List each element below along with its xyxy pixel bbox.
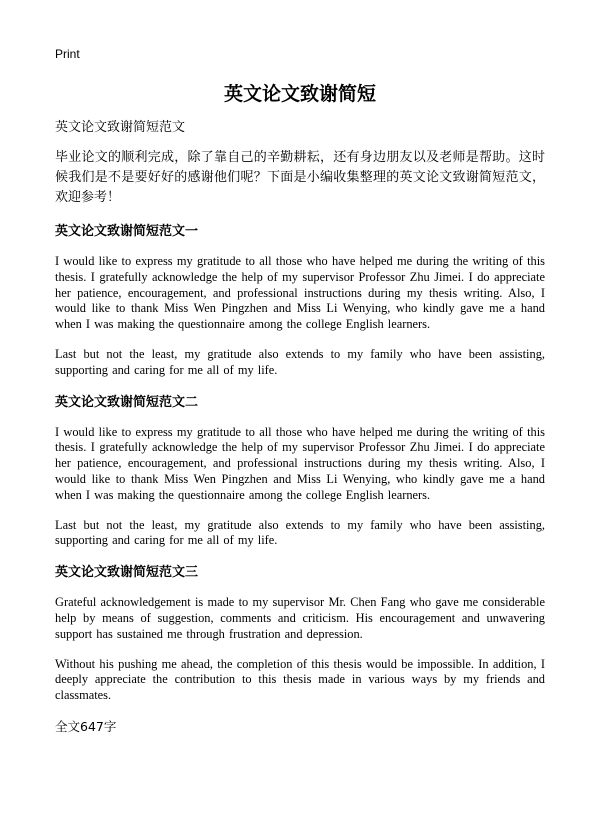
word-count: 全文647字 (55, 718, 117, 734)
section-2 (55, 393, 545, 550)
intro-paragraph: 毕业论文的顺利完成，除了靠自己的辛勤耕耘，还有身边朋友以及老师是帮助。这时候我们是不是要好好的感谢他们呢？下面是小编收集整理的英文论文致谢简短范文，欢迎参考！ (55, 150, 545, 205)
body-paragraph: Without his pushing me ahead, the completion of this thesis would be impossible. In addition, I deeply appreciate the contribution to this thesis made in various ways by my friends and classmates. (55, 656, 545, 703)
body-paragraph: I would like to express my gratitude to all those who have helped me during the writing of this thesis. I gratefully acknowledge the help of my supervisor Professor Zhu Jimei. I do appreciate her patience, encouragement, and professional instructions during my thesis writing. Also, I would like to thank Miss Wen Pingzhen and Miss Li Wenying, who kindly gave me a hand when I was making the questionnaire among the college English learners. (55, 254, 545, 332)
section-heading: 英文论文致谢简短范文一 (55, 224, 199, 239)
section-3 (55, 563, 545, 704)
document-body (55, 118, 545, 736)
body-paragraph: Grateful acknowledgement is made to my supervisor Mr. Chen Fang who gave me considerable help by means of suggestion, comments and criticism. His encouragement and unwavering support has sustained me through frustration and depression. (55, 595, 545, 641)
print-link[interactable]: Print (55, 47, 80, 61)
section-heading: 英文论文致谢简短范文二 (55, 394, 199, 410)
body-paragraph: Last but not the least, my gratitude also extends to my family who have been assisting, supporting and caring for me all of my life. (55, 346, 545, 377)
body-paragraph: I would like to express my gratitude to all those who have helped me during the writing of this thesis. I gratefully acknowledge the help of my supervisor Professor Zhu Jimei. I do appreciate her patience, encouragement, and professional instructions during my thesis writing. Also, I would like to thank Miss Wen Pingzhen and Miss Li Wenying, who kindly gave me a hand when I was making the questionnaire among the college English learners. (55, 424, 545, 502)
subtitle: 英文论文致谢简短范文 (55, 120, 186, 135)
page-title: 英文论文致谢简短 (223, 83, 376, 105)
section-heading: 英文论文致谢简短范文三 (55, 565, 199, 581)
section-1 (55, 222, 545, 379)
body-paragraph: Last but not the least, my gratitude also extends to my family who have been assisting, supporting and caring for me all of my life. (55, 517, 545, 548)
